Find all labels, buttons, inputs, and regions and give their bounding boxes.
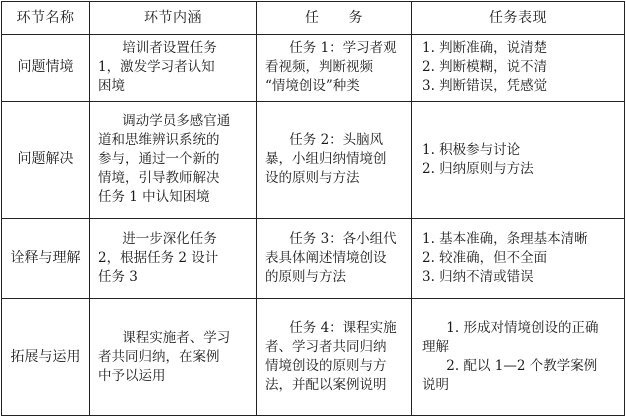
task-cell: [257, 218, 412, 299]
performance-line: 2. 归纳原则与方法: [422, 160, 534, 177]
task-line: 的原则与方法: [265, 268, 346, 285]
content-line: 课程实施者、学习: [122, 329, 231, 346]
task-cell: [257, 101, 412, 218]
header-stage-name: 环节名称: [2, 2, 90, 35]
content-line: 培训者设置任务: [122, 40, 217, 57]
task-line: 任务 2：头脑风: [289, 132, 384, 149]
task-cell: [257, 35, 412, 101]
stage-name-cell: 问题解决: [2, 101, 90, 218]
stage-name-cell: 拓展与运用: [2, 299, 90, 416]
task-cell: [257, 299, 412, 416]
performance-cell: [412, 101, 625, 218]
performance-line: 1. 积极参与讨论: [422, 141, 521, 158]
header-row: [2, 2, 625, 35]
content-line: 调动学员多感官通: [122, 113, 231, 130]
content-line: 困境: [98, 78, 125, 95]
content-line: 任务 1 中认知困境: [98, 189, 210, 206]
content-line: 2，根据任务 2 设计: [98, 249, 219, 266]
task-line: 任务 3：各小组代: [289, 230, 397, 247]
performance-line: 1. 形成对情境创设的正确: [446, 320, 599, 337]
content-line: 参与，通过一个新的: [98, 151, 220, 168]
stage-content-cell: [90, 35, 257, 101]
header-stage-content: 环节内涵: [90, 2, 257, 35]
performance-cell: [412, 218, 625, 299]
performance-line: 说明: [422, 377, 449, 394]
table-row: [2, 218, 625, 299]
task-line: 者、学习者共同归纳: [265, 339, 387, 356]
performance-line: 1. 基本准确，条理基本清晰: [422, 230, 588, 247]
performance-line: 2. 判断模糊，说不清: [422, 59, 548, 76]
stage-content-cell: [90, 101, 257, 218]
task-line: “情境创设”种类: [265, 78, 360, 95]
content-line: 道和思维辨识系统的: [98, 132, 220, 149]
task-line: 表具体阐述情境创设: [265, 249, 387, 266]
performance-line: 3. 判断错误，凭感觉: [422, 78, 548, 95]
task-line: 暴，小组归纳情境创: [265, 151, 387, 168]
performance-line: 2. 较准确，但不全面: [422, 249, 548, 266]
content-line: 中予以运用: [98, 367, 166, 384]
stage-name-cell: 诠释与理解: [2, 218, 90, 299]
task-line: 法，并配以案例说明: [265, 377, 387, 394]
header-performance: 任务表现: [412, 2, 625, 35]
stage-content-cell: [90, 299, 257, 416]
performance-line: 2. 配以 1—2 个教学案例: [446, 358, 598, 375]
task-line: 设的原则与方法: [265, 170, 360, 187]
performance-cell: [412, 299, 625, 416]
table-row: [2, 299, 625, 416]
task-line: 看视频，判断视频: [265, 59, 373, 76]
stage-name-cell: 问题情境: [2, 35, 90, 101]
performance-line: 1. 判断准确，说清楚: [422, 40, 548, 57]
performance-line: 理解: [422, 339, 449, 356]
content-line: 者共同归纳，在案例: [98, 348, 220, 365]
task-line: 任务 1：学习者观: [289, 40, 397, 57]
table-row: [2, 101, 625, 218]
teaching-stage-table: [1, 1, 625, 416]
task-line: 情境创设的原则与方: [265, 358, 387, 375]
content-line: 1，激发学习者认知: [98, 59, 215, 76]
content-line: 进一步深化任务: [122, 230, 217, 247]
content-line: 情境，引导教师解决: [98, 170, 220, 187]
performance-line: 3. 归纳不清或错误: [422, 268, 534, 285]
stage-content-cell: [90, 218, 257, 299]
header-task: 任 务: [257, 2, 412, 35]
content-line: 任务 3: [98, 268, 138, 285]
task-line: 任务 4：课程实施: [289, 320, 397, 337]
performance-cell: [412, 35, 625, 101]
table-row: [2, 35, 625, 101]
